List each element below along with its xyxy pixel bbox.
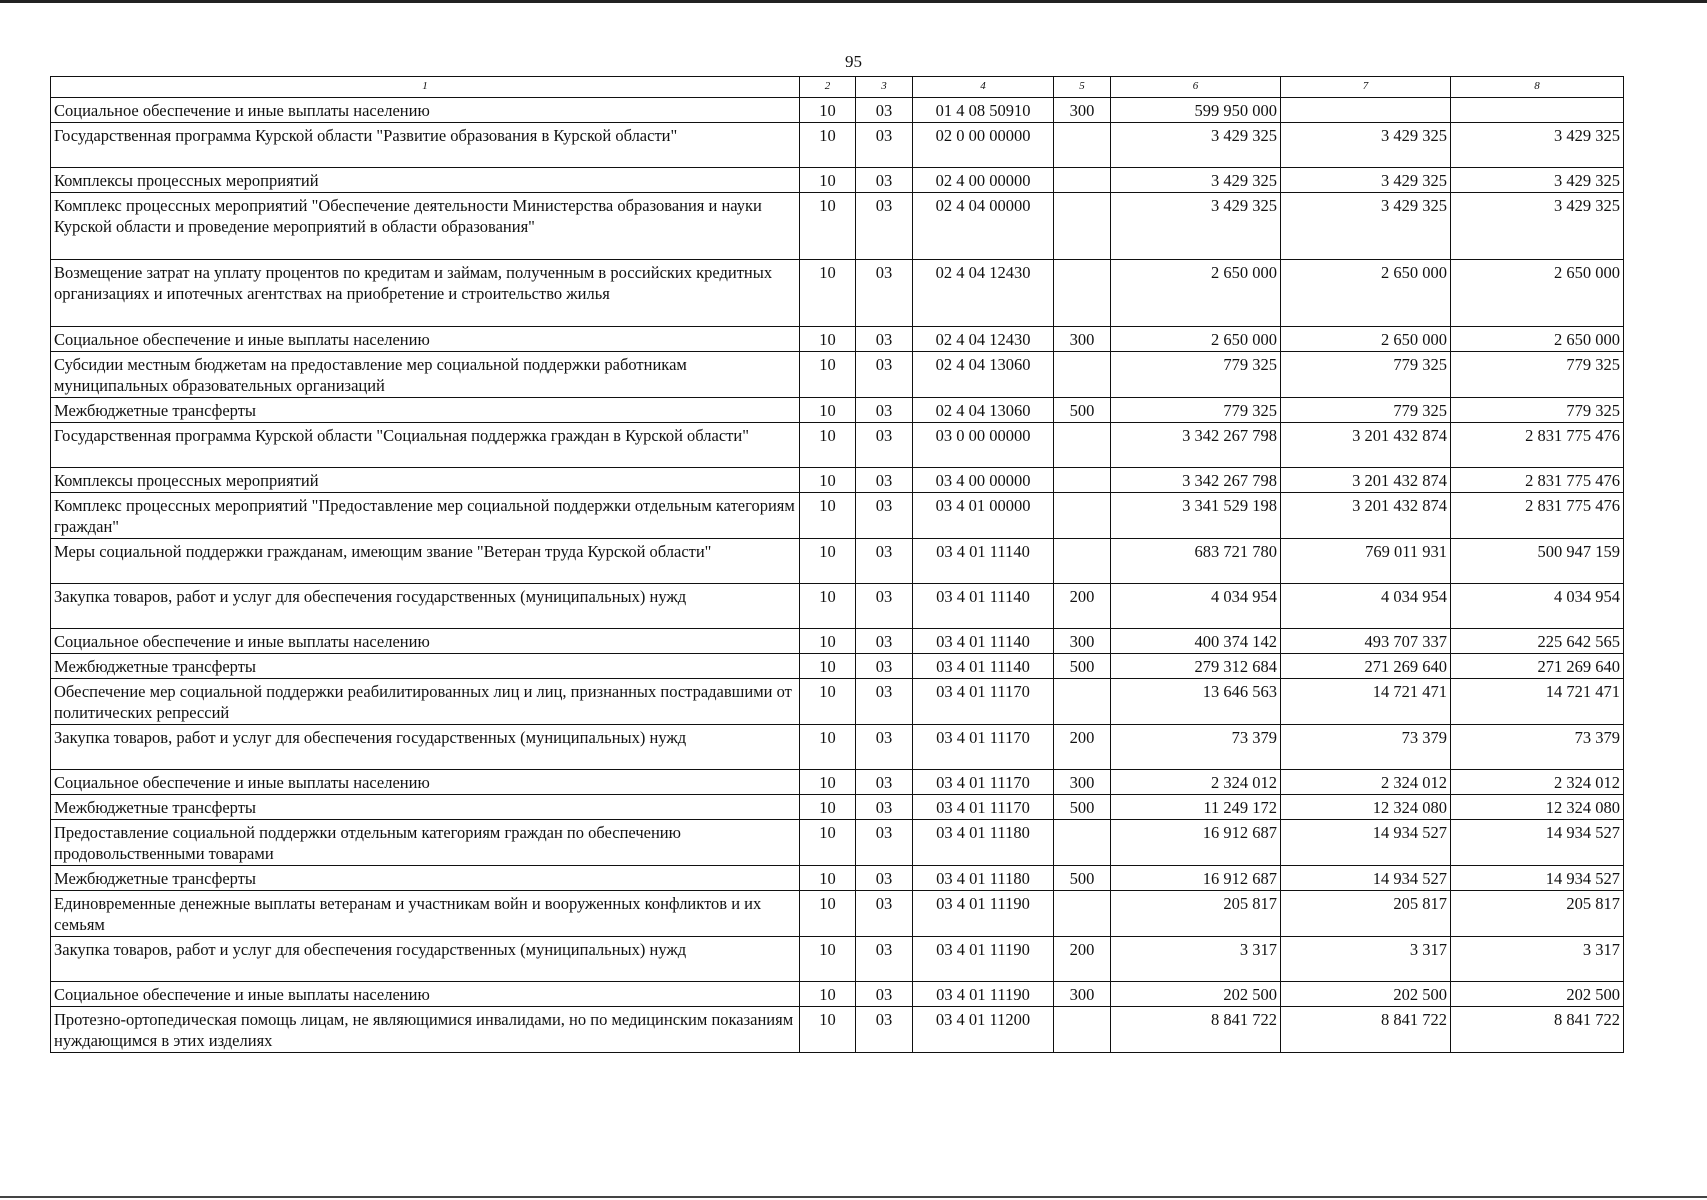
amount-col-6: 16 912 687 bbox=[1111, 820, 1281, 866]
amount-col-7: 493 707 337 bbox=[1281, 629, 1451, 654]
expense-type-code bbox=[1054, 352, 1111, 398]
target-article-code: 03 4 01 11200 bbox=[913, 1007, 1054, 1053]
amount-col-6: 279 312 684 bbox=[1111, 654, 1281, 679]
amount-col-6: 8 841 722 bbox=[1111, 1007, 1281, 1053]
item-name: Комплексы процессных мероприятий bbox=[51, 168, 800, 193]
section-code: 10 bbox=[800, 193, 856, 260]
column-number: 8 bbox=[1451, 77, 1624, 98]
expense-type-code: 500 bbox=[1054, 866, 1111, 891]
item-name: Закупка товаров, работ и услуг для обеспечения государственных (муниципальных) нужд bbox=[51, 937, 800, 982]
column-number: 6 bbox=[1111, 77, 1281, 98]
amount-col-6: 4 034 954 bbox=[1111, 584, 1281, 629]
expense-type-code bbox=[1054, 260, 1111, 327]
subsection-code: 03 bbox=[856, 654, 913, 679]
table-row bbox=[51, 1007, 1624, 1053]
subsection-code: 03 bbox=[856, 725, 913, 770]
item-name: Меры социальной поддержки гражданам, имеющим звание "Ветеран труда Курской области" bbox=[51, 539, 800, 584]
amount-col-7: 205 817 bbox=[1281, 891, 1451, 937]
item-name: Комплексы процессных мероприятий bbox=[51, 468, 800, 493]
target-article-code: 03 4 01 11140 bbox=[913, 584, 1054, 629]
amount-col-6: 3 429 325 bbox=[1111, 123, 1281, 168]
expense-type-code bbox=[1054, 1007, 1111, 1053]
amount-col-8: 500 947 159 bbox=[1451, 539, 1624, 584]
section-code: 10 bbox=[800, 654, 856, 679]
item-name: Предоставление социальной поддержки отдельным категориям граждан по обеспечению продовольственными товарами bbox=[51, 820, 800, 866]
target-article-code: 03 4 01 11170 bbox=[913, 725, 1054, 770]
target-article-code: 03 4 01 11190 bbox=[913, 982, 1054, 1007]
amount-col-7: 3 429 325 bbox=[1281, 193, 1451, 260]
amount-col-8: 4 034 954 bbox=[1451, 584, 1624, 629]
expense-type-code: 200 bbox=[1054, 937, 1111, 982]
amount-col-7: 8 841 722 bbox=[1281, 1007, 1451, 1053]
amount-col-6: 3 342 267 798 bbox=[1111, 468, 1281, 493]
amount-col-8: 779 325 bbox=[1451, 398, 1624, 423]
target-article-code: 03 4 01 11180 bbox=[913, 820, 1054, 866]
target-article-code: 03 4 01 11140 bbox=[913, 629, 1054, 654]
subsection-code: 03 bbox=[856, 584, 913, 629]
section-code: 10 bbox=[800, 584, 856, 629]
amount-col-6: 16 912 687 bbox=[1111, 866, 1281, 891]
amount-col-8: 14 934 527 bbox=[1451, 820, 1624, 866]
amount-col-6: 683 721 780 bbox=[1111, 539, 1281, 584]
expense-type-code bbox=[1054, 891, 1111, 937]
item-name: Государственная программа Курской области "Социальная поддержка граждан в Курской области" bbox=[51, 423, 800, 468]
table-row bbox=[51, 725, 1624, 770]
amount-col-6: 599 950 000 bbox=[1111, 98, 1281, 123]
target-article-code: 02 4 04 13060 bbox=[913, 398, 1054, 423]
page-number: 95 bbox=[845, 52, 862, 71]
column-number-row bbox=[51, 77, 1624, 98]
amount-col-6: 3 429 325 bbox=[1111, 168, 1281, 193]
item-name: Межбюджетные трансферты bbox=[51, 398, 800, 423]
amount-col-8: 3 429 325 bbox=[1451, 123, 1624, 168]
amount-col-8: 271 269 640 bbox=[1451, 654, 1624, 679]
subsection-code: 03 bbox=[856, 820, 913, 866]
amount-col-8 bbox=[1451, 98, 1624, 123]
section-code: 10 bbox=[800, 725, 856, 770]
target-article-code: 03 4 01 11170 bbox=[913, 679, 1054, 725]
item-name: Протезно-ортопедическая помощь лицам, не являющимися инвалидами, но по медицинским показаниям нуждающимся в этих изделиях bbox=[51, 1007, 800, 1053]
amount-col-7: 3 429 325 bbox=[1281, 123, 1451, 168]
table-row bbox=[51, 327, 1624, 352]
table-row bbox=[51, 352, 1624, 398]
section-code: 10 bbox=[800, 795, 856, 820]
section-code: 10 bbox=[800, 398, 856, 423]
target-article-code: 02 4 04 00000 bbox=[913, 193, 1054, 260]
amount-col-8: 73 379 bbox=[1451, 725, 1624, 770]
subsection-code: 03 bbox=[856, 193, 913, 260]
amount-col-6: 11 249 172 bbox=[1111, 795, 1281, 820]
table-row bbox=[51, 937, 1624, 982]
amount-col-6: 779 325 bbox=[1111, 352, 1281, 398]
target-article-code: 03 4 00 00000 bbox=[913, 468, 1054, 493]
section-code: 10 bbox=[800, 168, 856, 193]
table-row bbox=[51, 423, 1624, 468]
table-row bbox=[51, 493, 1624, 539]
table-row bbox=[51, 770, 1624, 795]
amount-col-7: 779 325 bbox=[1281, 352, 1451, 398]
subsection-code: 03 bbox=[856, 679, 913, 725]
section-code: 10 bbox=[800, 352, 856, 398]
amount-col-6: 202 500 bbox=[1111, 982, 1281, 1007]
amount-col-6: 13 646 563 bbox=[1111, 679, 1281, 725]
amount-col-8: 2 831 775 476 bbox=[1451, 468, 1624, 493]
item-name: Субсидии местным бюджетам на предоставление мер социальной поддержки работникам муниципальных образовательных организаций bbox=[51, 352, 800, 398]
amount-col-7: 779 325 bbox=[1281, 398, 1451, 423]
section-code: 10 bbox=[800, 1007, 856, 1053]
expense-type-code bbox=[1054, 468, 1111, 493]
subsection-code: 03 bbox=[856, 770, 913, 795]
table-row bbox=[51, 168, 1624, 193]
table-row bbox=[51, 629, 1624, 654]
item-name: Комплекс процессных мероприятий "Предоставление мер социальной поддержки отдельным категориям граждан" bbox=[51, 493, 800, 539]
expense-type-code bbox=[1054, 193, 1111, 260]
target-article-code: 03 4 01 11140 bbox=[913, 654, 1054, 679]
expense-type-code bbox=[1054, 168, 1111, 193]
expense-type-code: 300 bbox=[1054, 770, 1111, 795]
amount-col-8: 12 324 080 bbox=[1451, 795, 1624, 820]
table-row bbox=[51, 795, 1624, 820]
target-article-code: 03 4 01 11180 bbox=[913, 866, 1054, 891]
item-name: Социальное обеспечение и иные выплаты населению bbox=[51, 982, 800, 1007]
item-name: Закупка товаров, работ и услуг для обеспечения государственных (муниципальных) нужд bbox=[51, 725, 800, 770]
amount-col-8: 225 642 565 bbox=[1451, 629, 1624, 654]
amount-col-7: 2 324 012 bbox=[1281, 770, 1451, 795]
table-row bbox=[51, 123, 1624, 168]
item-name: Социальное обеспечение и иные выплаты населению bbox=[51, 327, 800, 352]
expense-type-code bbox=[1054, 123, 1111, 168]
item-name: Социальное обеспечение и иные выплаты населению bbox=[51, 770, 800, 795]
subsection-code: 03 bbox=[856, 98, 913, 123]
budget-table bbox=[50, 76, 1624, 1053]
item-name: Государственная программа Курской области "Развитие образования в Курской области" bbox=[51, 123, 800, 168]
amount-col-6: 3 317 bbox=[1111, 937, 1281, 982]
subsection-code: 03 bbox=[856, 937, 913, 982]
amount-col-7: 14 721 471 bbox=[1281, 679, 1451, 725]
target-article-code: 02 4 04 12430 bbox=[913, 327, 1054, 352]
amount-col-6: 3 429 325 bbox=[1111, 193, 1281, 260]
amount-col-8: 3 317 bbox=[1451, 937, 1624, 982]
amount-col-8: 3 429 325 bbox=[1451, 193, 1624, 260]
amount-col-6: 3 342 267 798 bbox=[1111, 423, 1281, 468]
amount-col-6: 779 325 bbox=[1111, 398, 1281, 423]
table-body bbox=[51, 98, 1624, 1053]
column-number: 5 bbox=[1054, 77, 1111, 98]
expense-type-code: 300 bbox=[1054, 982, 1111, 1007]
amount-col-7: 271 269 640 bbox=[1281, 654, 1451, 679]
table-row bbox=[51, 539, 1624, 584]
table-row bbox=[51, 98, 1624, 123]
expense-type-code bbox=[1054, 679, 1111, 725]
subsection-code: 03 bbox=[856, 123, 913, 168]
section-code: 10 bbox=[800, 891, 856, 937]
amount-col-7: 4 034 954 bbox=[1281, 584, 1451, 629]
target-article-code: 02 0 00 00000 bbox=[913, 123, 1054, 168]
expense-type-code: 500 bbox=[1054, 795, 1111, 820]
section-code: 10 bbox=[800, 629, 856, 654]
section-code: 10 bbox=[800, 820, 856, 866]
amount-col-7: 769 011 931 bbox=[1281, 539, 1451, 584]
column-number: 7 bbox=[1281, 77, 1451, 98]
expense-type-code bbox=[1054, 820, 1111, 866]
expense-type-code: 500 bbox=[1054, 398, 1111, 423]
scan-bottom-edge bbox=[0, 1196, 1707, 1198]
section-code: 10 bbox=[800, 770, 856, 795]
target-article-code: 03 4 01 11190 bbox=[913, 937, 1054, 982]
amount-col-8: 2 831 775 476 bbox=[1451, 423, 1624, 468]
expense-type-code bbox=[1054, 423, 1111, 468]
section-code: 10 bbox=[800, 260, 856, 327]
subsection-code: 03 bbox=[856, 352, 913, 398]
target-article-code: 03 4 01 00000 bbox=[913, 493, 1054, 539]
amount-col-8: 2 831 775 476 bbox=[1451, 493, 1624, 539]
target-article-code: 03 4 01 11170 bbox=[913, 795, 1054, 820]
target-article-code: 02 4 00 00000 bbox=[913, 168, 1054, 193]
column-number: 1 bbox=[51, 77, 800, 98]
expense-type-code: 300 bbox=[1054, 629, 1111, 654]
amount-col-6: 400 374 142 bbox=[1111, 629, 1281, 654]
section-code: 10 bbox=[800, 937, 856, 982]
expense-type-code: 500 bbox=[1054, 654, 1111, 679]
table-row bbox=[51, 866, 1624, 891]
target-article-code: 02 4 04 12430 bbox=[913, 260, 1054, 327]
subsection-code: 03 bbox=[856, 398, 913, 423]
subsection-code: 03 bbox=[856, 327, 913, 352]
subsection-code: 03 bbox=[856, 493, 913, 539]
amount-col-8: 14 934 527 bbox=[1451, 866, 1624, 891]
table-row bbox=[51, 679, 1624, 725]
amount-col-7: 12 324 080 bbox=[1281, 795, 1451, 820]
item-name: Межбюджетные трансферты bbox=[51, 795, 800, 820]
table-row bbox=[51, 468, 1624, 493]
scan-top-edge bbox=[0, 0, 1707, 3]
table-row bbox=[51, 820, 1624, 866]
amount-col-6: 3 341 529 198 bbox=[1111, 493, 1281, 539]
section-code: 10 bbox=[800, 468, 856, 493]
amount-col-6: 2 324 012 bbox=[1111, 770, 1281, 795]
item-name: Закупка товаров, работ и услуг для обеспечения государственных (муниципальных) нужд bbox=[51, 584, 800, 629]
item-name: Социальное обеспечение и иные выплаты населению bbox=[51, 629, 800, 654]
section-code: 10 bbox=[800, 982, 856, 1007]
target-article-code: 03 4 01 11170 bbox=[913, 770, 1054, 795]
amount-col-8: 2 650 000 bbox=[1451, 260, 1624, 327]
item-name: Единовременные денежные выплаты ветеранам и участникам войн и вооруженных конфликтов и их семьям bbox=[51, 891, 800, 937]
expense-type-code: 300 bbox=[1054, 98, 1111, 123]
subsection-code: 03 bbox=[856, 795, 913, 820]
table-row bbox=[51, 891, 1624, 937]
subsection-code: 03 bbox=[856, 423, 913, 468]
target-article-code: 03 0 00 00000 bbox=[913, 423, 1054, 468]
amount-col-7: 2 650 000 bbox=[1281, 260, 1451, 327]
amount-col-6: 205 817 bbox=[1111, 891, 1281, 937]
section-code: 10 bbox=[800, 539, 856, 584]
item-name: Социальное обеспечение и иные выплаты населению bbox=[51, 98, 800, 123]
target-article-code: 01 4 08 50910 bbox=[913, 98, 1054, 123]
item-name: Межбюджетные трансферты bbox=[51, 866, 800, 891]
section-code: 10 bbox=[800, 123, 856, 168]
subsection-code: 03 bbox=[856, 982, 913, 1007]
target-article-code: 03 4 01 11140 bbox=[913, 539, 1054, 584]
expense-type-code bbox=[1054, 539, 1111, 584]
amount-col-7: 3 201 432 874 bbox=[1281, 423, 1451, 468]
item-name: Обеспечение мер социальной поддержки реабилитированных лиц и лиц, признанных пострадавшими от политических репрессий bbox=[51, 679, 800, 725]
amount-col-8: 202 500 bbox=[1451, 982, 1624, 1007]
subsection-code: 03 bbox=[856, 260, 913, 327]
target-article-code: 02 4 04 13060 bbox=[913, 352, 1054, 398]
amount-col-8: 2 650 000 bbox=[1451, 327, 1624, 352]
item-name: Возмещение затрат на уплату процентов по кредитам и займам, полученным в российских кредитных организациях и ипотечных агентствах на приобретение и строительство жилья bbox=[51, 260, 800, 327]
section-code: 10 bbox=[800, 423, 856, 468]
expense-type-code: 200 bbox=[1054, 584, 1111, 629]
section-code: 10 bbox=[800, 327, 856, 352]
table-row bbox=[51, 982, 1624, 1007]
section-code: 10 bbox=[800, 98, 856, 123]
item-name: Межбюджетные трансферты bbox=[51, 654, 800, 679]
expense-type-code: 200 bbox=[1054, 725, 1111, 770]
subsection-code: 03 bbox=[856, 629, 913, 654]
amount-col-7: 2 650 000 bbox=[1281, 327, 1451, 352]
subsection-code: 03 bbox=[856, 468, 913, 493]
table-row bbox=[51, 654, 1624, 679]
item-name: Комплекс процессных мероприятий "Обеспечение деятельности Министерства образования и науки Курской области и проведение мероприятий в области образования" bbox=[51, 193, 800, 260]
section-code: 10 bbox=[800, 493, 856, 539]
amount-col-7: 14 934 527 bbox=[1281, 866, 1451, 891]
column-number: 3 bbox=[856, 77, 913, 98]
target-article-code: 03 4 01 11190 bbox=[913, 891, 1054, 937]
table-row bbox=[51, 193, 1624, 260]
amount-col-7: 14 934 527 bbox=[1281, 820, 1451, 866]
column-number: 2 bbox=[800, 77, 856, 98]
amount-col-7: 202 500 bbox=[1281, 982, 1451, 1007]
amount-col-8: 3 429 325 bbox=[1451, 168, 1624, 193]
subsection-code: 03 bbox=[856, 168, 913, 193]
amount-col-8: 14 721 471 bbox=[1451, 679, 1624, 725]
subsection-code: 03 bbox=[856, 866, 913, 891]
subsection-code: 03 bbox=[856, 891, 913, 937]
table-row bbox=[51, 584, 1624, 629]
section-code: 10 bbox=[800, 679, 856, 725]
amount-col-6: 73 379 bbox=[1111, 725, 1281, 770]
amount-col-7: 3 201 432 874 bbox=[1281, 468, 1451, 493]
amount-col-8: 205 817 bbox=[1451, 891, 1624, 937]
amount-col-6: 2 650 000 bbox=[1111, 260, 1281, 327]
amount-col-7: 73 379 bbox=[1281, 725, 1451, 770]
expense-type-code: 300 bbox=[1054, 327, 1111, 352]
amount-col-8: 8 841 722 bbox=[1451, 1007, 1624, 1053]
expense-type-code bbox=[1054, 493, 1111, 539]
table-row bbox=[51, 260, 1624, 327]
subsection-code: 03 bbox=[856, 1007, 913, 1053]
amount-col-7 bbox=[1281, 98, 1451, 123]
amount-col-8: 779 325 bbox=[1451, 352, 1624, 398]
amount-col-7: 3 317 bbox=[1281, 937, 1451, 982]
column-number: 4 bbox=[913, 77, 1054, 98]
amount-col-6: 2 650 000 bbox=[1111, 327, 1281, 352]
amount-col-7: 3 429 325 bbox=[1281, 168, 1451, 193]
amount-col-8: 2 324 012 bbox=[1451, 770, 1624, 795]
subsection-code: 03 bbox=[856, 539, 913, 584]
table-row bbox=[51, 398, 1624, 423]
amount-col-7: 3 201 432 874 bbox=[1281, 493, 1451, 539]
section-code: 10 bbox=[800, 866, 856, 891]
